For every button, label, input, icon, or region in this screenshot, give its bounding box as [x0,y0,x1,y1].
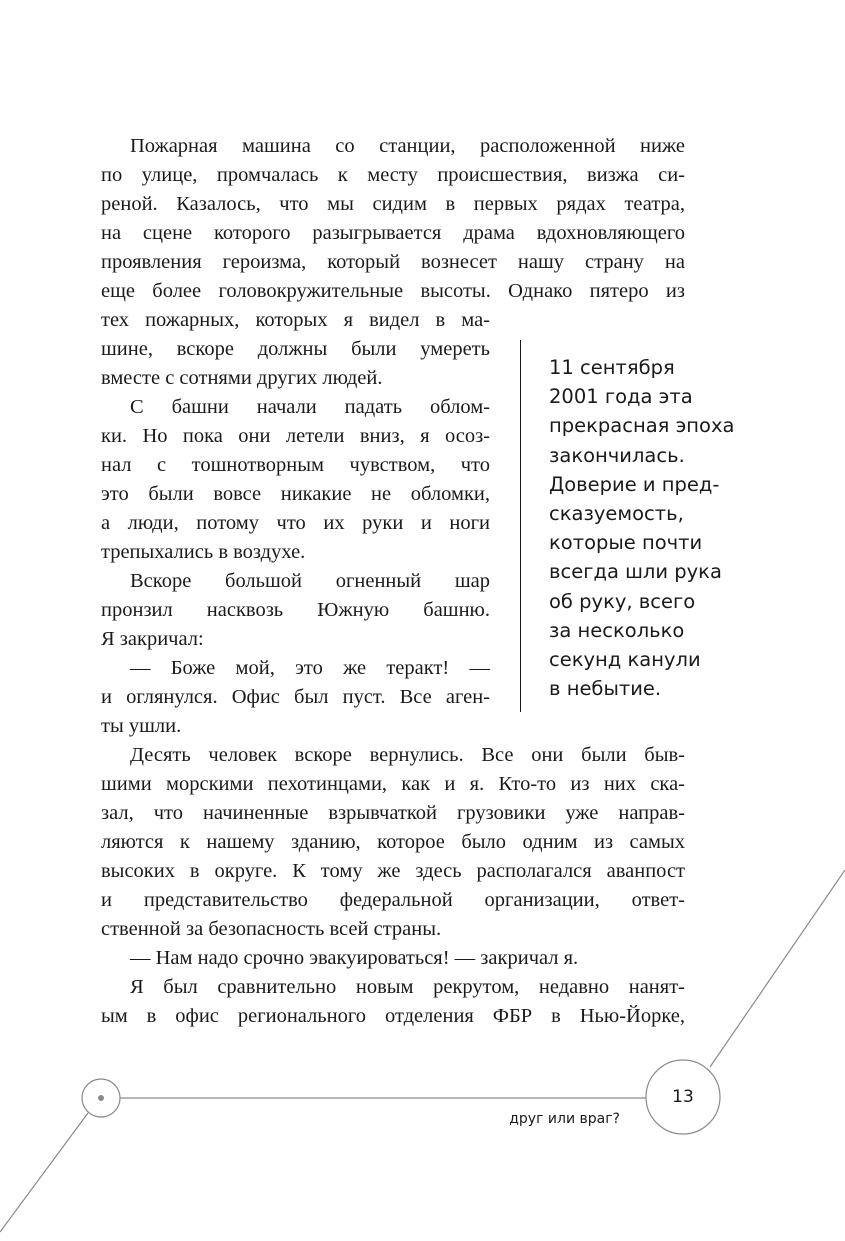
text-line: ственной за безопасность всей страны. [101,918,442,940]
text-line: на сцене которого разыгрывается драма вдохновляющего [101,222,685,244]
pull-quote-line: секунд канули [549,648,701,672]
text-line: и оглянулся. Офис был пуст. Все аген- [101,686,490,708]
text-line: трепыхались в воздухе. [101,541,306,563]
paragraph-4 [101,654,490,741]
text-line: ты ушли. [101,715,182,737]
pull-quote-line: 11 сентября [549,356,675,379]
text-line: Вскоре большой огненный шар [130,570,490,592]
text-line: пронзил насквозь Южную башню. [101,599,490,621]
text-line: шине, вскоре должны были умереть [101,338,490,360]
paragraph-5 [101,741,685,944]
text-line: Я был сравнительно новым рекрутом, недавно нанят- [130,976,685,998]
pull-quote-line: всегда шли рука [549,560,722,584]
paragraph-6 [101,944,685,973]
running-head: друг или враг? [509,1111,620,1127]
text-line: вместе с сотнями других людей. [101,367,383,389]
text-line: Десять человек вскоре вернулись. Все они были быв- [130,744,685,766]
text-line: и представительство федеральной организации, ответ- [101,889,685,911]
pull-quote-line: закончилась. [549,443,685,467]
text-line: — Нам надо срочно эвакуироваться! — закричал я. [130,947,579,969]
text-line: ляются к нашему зданию, которое было одним из самых [101,831,685,853]
diagonal-line-bottom [0,1113,88,1232]
pull-quote-line: в небытие. [549,677,662,701]
text-line: — Боже мой, это же теракт! — [130,657,490,679]
text-line: а люди, потому что их руки и ноги [101,512,490,534]
paragraph-1 [101,132,685,306]
text-line: шими морскими пехотинцами, как и я. Кто-то из них ска- [101,773,685,795]
text-line: проявления героизма, который вознесет нашу страну на [101,251,685,273]
pull-quote-line: об руку, всего [549,589,696,613]
paragraph-2 [101,393,490,567]
text-line: реной. Казалось, что мы сидим в первых рядах театра, [101,193,685,215]
pull-quote-line: сказуемость, [549,502,684,526]
text-line: Пожарная машина со станции, расположенной ниже [130,135,685,157]
text-line: Я закричал: [101,628,204,650]
text-line: это были вовсе никакие не обломки, [101,483,490,505]
pull-quote-line: 2001 года эта [549,385,693,409]
pull-quote-line: за несколько [549,618,685,642]
text-line: ки. Но пока они летели вниз, я осоз- [101,425,490,447]
diagonal-line-top [710,870,845,1067]
pull-quote [549,353,789,703]
footer-left-dot [98,1095,104,1101]
text-line: С башни начали падать облом- [130,396,490,418]
pull-quote-line: прекрасная эпоха [549,414,735,438]
pull-quote-rule [520,340,521,712]
text-line: зал, что начиненные взрывчаткой грузовики уже направ- [101,802,685,824]
paragraph-7 [101,973,685,1031]
paragraph-1-continued [101,306,490,393]
text-line: ым в офис регионального отделения ФБР в Нью-Йорке, [101,1005,685,1027]
pull-quote-line: Доверие и пред- [549,472,720,496]
text-line: по улице, промчалась к месту происшествия, визжа си- [101,164,685,186]
paragraph-3 [101,567,490,654]
text-line: тех пожарных, которых я видел в ма- [101,309,490,331]
pull-quote-line: которые почти [549,531,703,555]
text-line: высоких в округе. К тому же здесь располагался аванпост [101,860,685,882]
text-line: еще более головокружительные высоты. Однако пятеро из [101,280,685,302]
page-number: 13 [672,1087,694,1107]
text-line: нал с тошнотворным чувством, что [101,454,490,476]
